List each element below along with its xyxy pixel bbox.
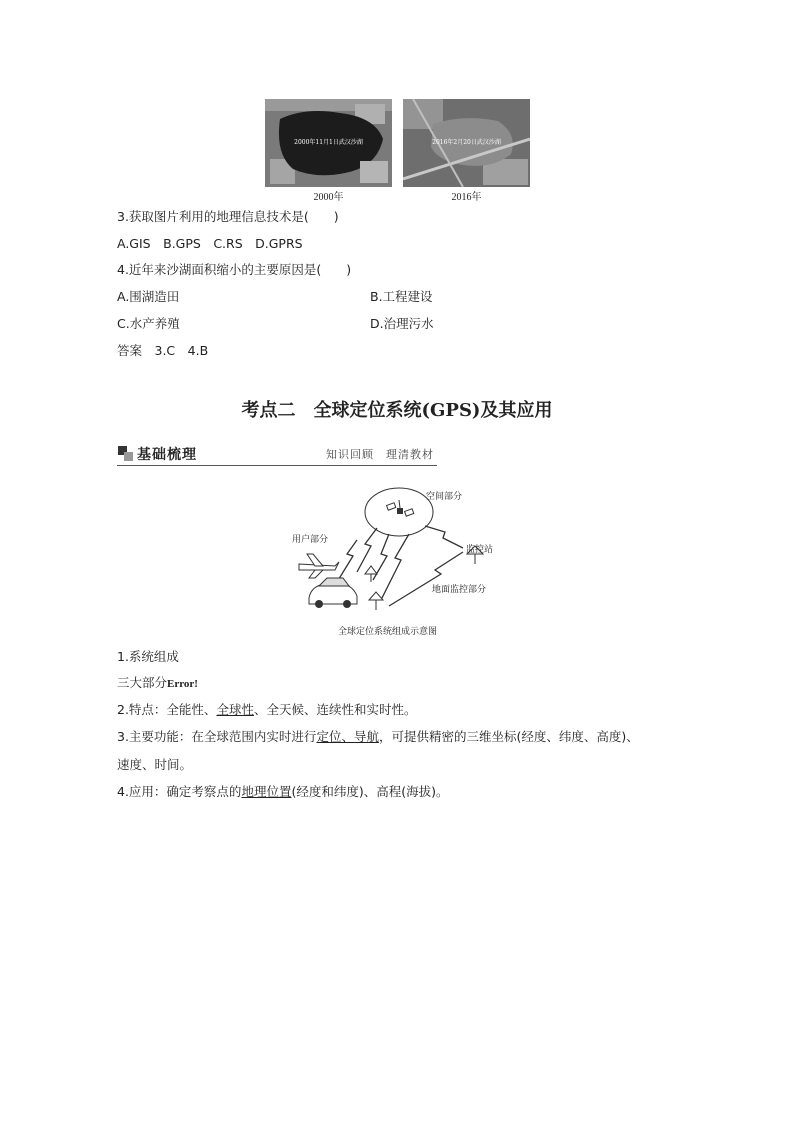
band-subtitle: 知识回顾 理清教材 [326, 448, 434, 461]
satellite-photo-2000 [265, 99, 392, 187]
answer: 答案 3.C 4.B [117, 343, 209, 358]
photo-caption: 2000年11月1日武汉沙湖 [294, 139, 363, 146]
option-d: D.治理污水 [370, 316, 434, 331]
point-3 [117, 729, 639, 745]
question-4: 4.近年来沙湖面积缩小的主要原因是( ) [117, 262, 352, 277]
point-2-underlined: 全球性 [216, 702, 254, 717]
point-3-suffix: ，可提供精密的三维坐标(经度、纬度、高度)、 [378, 729, 639, 744]
point-4-underlined: 地理位置 [241, 784, 292, 799]
section-title: 考点二 全球定位系统(GPS)及其应用 [241, 400, 553, 421]
point-1-sub-text: 三大部分 [117, 675, 168, 690]
satellite-icon [387, 500, 414, 516]
band-marker-icon [124, 452, 133, 461]
question-3-options: A.GIS B.GPS C.RS D.GPRS [117, 236, 303, 251]
label-space-segment: 空间部分 [426, 492, 463, 502]
diagram-caption: 全球定位系统组成示意图 [338, 627, 438, 637]
point-3-line-2: 速度、时间。 [117, 757, 193, 772]
point-3-underlined: 定位、导航 [316, 729, 379, 744]
point-2-prefix: 2.特点：全能性、 [117, 702, 217, 717]
band-title: 基础梳理 [137, 447, 197, 463]
point-2 [117, 702, 416, 718]
label-monitor-station: 监控站 [466, 545, 494, 555]
band-divider [117, 465, 437, 466]
photo-caption: 2016年2月20日武汉沙湖 [432, 139, 501, 146]
antenna-icon [369, 592, 383, 610]
photo-year-label: 2016年 [451, 192, 482, 203]
point-3-prefix: 3.主要功能：在全球范围内实时进行 [117, 729, 317, 744]
label-user-segment: 用户部分 [292, 535, 329, 545]
point-2-suffix: 、全天候、连续性和实时性。 [253, 702, 417, 717]
point-1: 1.系统组成 [117, 649, 179, 664]
option-a: A.围湖造田 [117, 289, 180, 304]
option-b: B.工程建设 [370, 289, 433, 304]
car-icon [309, 578, 357, 608]
airplane-icon [299, 554, 339, 578]
question-3: 3.获取图片利用的地理信息技术是( ) [117, 209, 339, 224]
point-4 [117, 784, 448, 800]
point-1-sub [117, 675, 198, 692]
satellite-photo-2016 [403, 99, 530, 187]
option-c: C.水产养殖 [117, 316, 180, 331]
point-4-suffix: (经度和纬度)、高程(海拔)。 [291, 784, 449, 799]
antenna-icon [365, 566, 377, 582]
label-ground-control: 地面监控部分 [432, 585, 487, 595]
photo-year-label: 2000年 [313, 192, 344, 203]
point-4-prefix: 4.应用：确定考察点的 [117, 784, 242, 799]
error-text: Error! [167, 678, 198, 690]
